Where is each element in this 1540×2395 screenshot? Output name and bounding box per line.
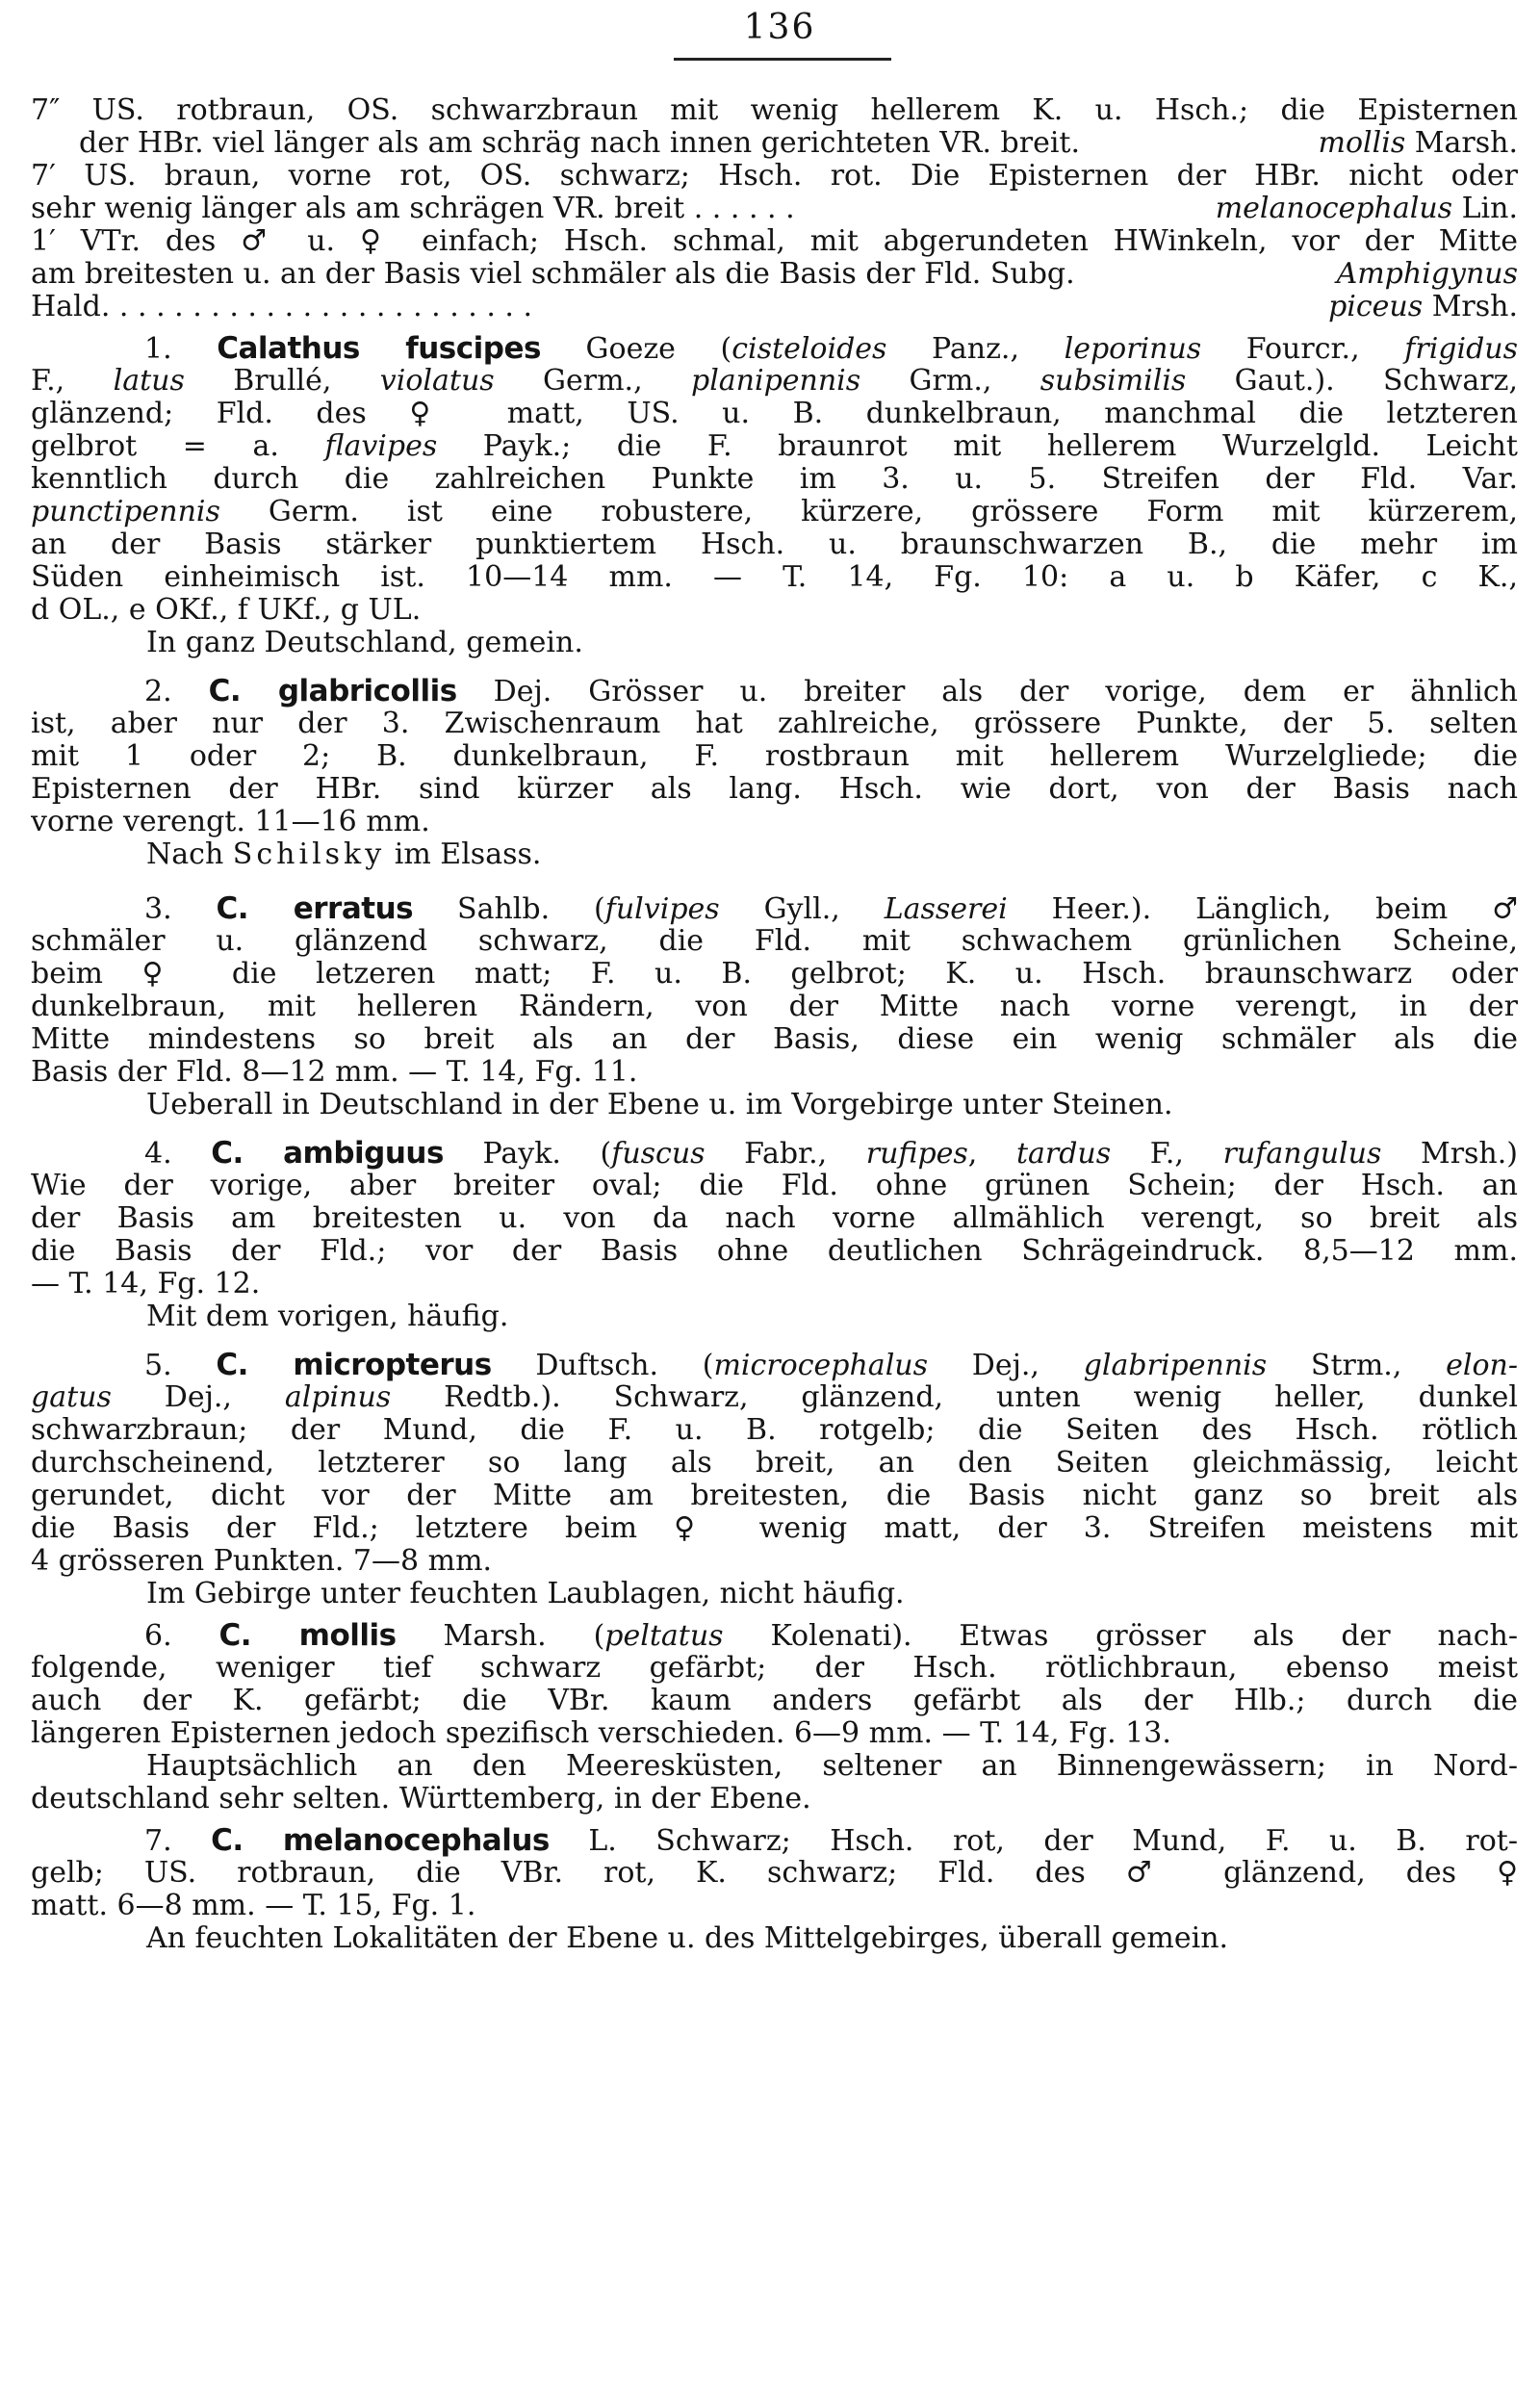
description-line: an der Basis stärker punktiertem Hsch. u. braunschwarzen B., die mehr im — [31, 528, 1518, 561]
species-heading-line — [31, 1349, 1518, 1381]
key-text: VTr. des ♂ u. ♀ einfach; Hsch. schmal, mit abgerundeten HWinkeln, vor der Mitte — [80, 225, 1518, 258]
author-ref: Mrsh. — [1431, 291, 1518, 323]
key-line — [31, 160, 1518, 193]
species-name: C. mollis — [218, 1619, 397, 1652]
key-line — [31, 193, 1518, 225]
species-number: 1. — [144, 332, 218, 365]
description-line: matt. 6—8 mm. — T. 15, Fg. 1. — [31, 1890, 476, 1922]
description-line: Mitte mindestens so breit als an der Basis, diese ein wenig schmäler als die — [31, 1023, 1518, 1056]
species-ref: mollis — [1318, 127, 1406, 160]
species-entry — [31, 1137, 1518, 1333]
description-line: glänzend; Fld. des ♀ matt, US. u. B. dunkelbraun, manchmal die letzteren — [31, 398, 1518, 430]
author-ref: Lin. — [1461, 193, 1518, 225]
species-list — [31, 323, 1518, 1955]
distribution-line: An feuchten Lokalitäten der Ebene u. des Mittelgebirges, überall gemein. — [146, 1922, 1229, 1955]
description-line: folgende, weniger tief schwarz gefärbt; der Hsch. rötlichbraun, ebenso meist — [31, 1652, 1518, 1685]
author-ref: Marsh. — [1414, 127, 1518, 160]
distribution-line: Im Gebirge unter feuchten Laublagen, nicht häufig. — [146, 1578, 905, 1610]
species-heading-line — [31, 1619, 1518, 1652]
subgenus-ref: Amphigynus — [1336, 258, 1518, 291]
description-line: schwarzbraun; der Mund, die F. u. B. rotgelb; die Seiten des Hsch. rötlich — [31, 1414, 1518, 1447]
species-entry — [31, 892, 1518, 1121]
description-line: Wie der vorige, aber breiter oval; die Fld. ohne grünen Schein; der Hsch. an — [31, 1170, 1518, 1202]
species-number: 5. — [144, 1349, 217, 1381]
key-number: 7′ — [31, 160, 56, 193]
species-name: C. ambiguus — [211, 1137, 444, 1170]
key-text: sehr wenig länger als am schrägen VR. breit . . . . . . — [31, 193, 795, 225]
key-text: Hald. . . . . . . . . . . . . . . . . . . . . . . . — [31, 291, 533, 323]
species-description: Duftsch. (microcephalus Dej., glabripennis Strm., elon- — [491, 1349, 1518, 1381]
species-name: C. melanocephalus — [211, 1824, 550, 1857]
description-line: dunkelbraun, mit helleren Rändern, von der Mitte nach vorne verengt, in der — [31, 991, 1518, 1023]
key-text: US. rotbraun, OS. schwarzbraun mit wenig hellerem K. u. Hsch.; die Episternen — [91, 94, 1518, 127]
description-line: vorne verengt. 11—16 mm. — [31, 806, 430, 838]
species-entry — [31, 1349, 1518, 1610]
species-number: 2. — [144, 675, 209, 708]
key-result — [1216, 193, 1518, 225]
species-heading-line — [31, 1137, 1518, 1170]
species-name: C. micropterus — [216, 1349, 492, 1381]
species-description: Marsh. (peltatus Kolenati). Etwas grösser als der nach- — [396, 1619, 1518, 1652]
key-text: der HBr. viel länger als am schräg nach innen gerichteten VR. breit. — [79, 127, 1081, 160]
description-line: längeren Episternen jedoch spezifisch verschieden. 6—9 mm. — T. 14, Fg. 13. — [31, 1717, 1171, 1750]
description-line: 4 grösseren Punkten. 7—8 mm. — [31, 1545, 493, 1578]
species-ref: melanocephalus — [1215, 193, 1453, 225]
key-text: am breitesten u. an der Basis viel schmäler als die Basis der Fld. Subg. — [31, 258, 1075, 291]
description-line: mit 1 oder 2; B. dunkelbraun, F. rostbraun mit hellerem Wurzelgliede; die — [31, 740, 1518, 773]
species-entry — [31, 1619, 1518, 1816]
description-line: Süden einheimisch ist. 10—14 mm. — T. 14, Fg. 10: a u. b Käfer, c K., — [31, 561, 1518, 594]
description-line: — T. 14, Fg. 12. — [31, 1268, 261, 1301]
description-line: d OL., e OKf., f UKf., g UL. — [31, 594, 422, 627]
species-name: C. erratus — [216, 892, 414, 925]
species-heading-line — [31, 675, 1518, 708]
species-description: Sahlb. (fulvipes Gyll., Lasserei Heer.). Länglich, beim ♂ — [413, 892, 1518, 925]
description-line: auch der K. gefärbt; die VBr. kaum anders gefärbt als der Hlb.; durch die — [31, 1685, 1518, 1717]
species-ref: piceus — [1328, 291, 1424, 323]
key-line — [31, 94, 1518, 127]
key-line — [31, 127, 1518, 160]
page-body — [31, 94, 1518, 1955]
page-number: 136 — [743, 8, 816, 47]
description-line: gerundet, dicht vor der Mitte am breitesten, die Basis nicht ganz so breit als — [31, 1480, 1518, 1512]
species-heading-line — [31, 892, 1518, 925]
key-line — [31, 291, 1518, 323]
species-number: 7. — [144, 1824, 212, 1857]
species-description: L. Schwarz; Hsch. rot, der Mund, F. u. B. rot- — [549, 1824, 1518, 1857]
species-heading-line — [31, 332, 1518, 365]
description-line: beim ♀ die letzeren matt; F. u. B. gelbrot; K. u. Hsch. braunschwarz oder — [31, 958, 1518, 991]
species-name: Calathus fuscipes — [217, 332, 541, 365]
key-line — [31, 258, 1518, 291]
species-entry — [31, 1824, 1518, 1955]
description-line: F., latus Brullé, violatus Germ., planipennis Grm., subsimilis Gaut.). Schwarz, — [31, 365, 1518, 398]
species-description: Goeze (cisteloides Panz., leporinus Fourcr., frigidus — [540, 332, 1518, 365]
key-text: US. braun, vorne rot, OS. schwarz; Hsch. rot. Die Episternen der HBr. nicht oder — [84, 160, 1518, 193]
distribution-line: deutschland sehr selten. Württemberg, in der Ebene. — [31, 1783, 811, 1816]
key-result — [1337, 258, 1518, 291]
description-line: kenntlich durch die zahlreichen Punkte im 3. u. 5. Streifen der Fld. Var. — [31, 463, 1518, 496]
description-line: durchscheinend, letzterer so lang als breit, an den Seiten gleichmässig, leicht — [31, 1447, 1518, 1480]
key-result — [1319, 127, 1518, 160]
description-line: schmäler u. glänzend schwarz, die Fld. mit schwachem grünlichen Scheine, — [31, 925, 1518, 958]
distribution-line: Ueberall in Deutschland in der Ebene u. im Vorgebirge unter Steinen. — [146, 1089, 1173, 1121]
key-line — [31, 225, 1518, 258]
description-line: gelbrot = a. flavipes Payk.; die F. braunrot mit hellerem Wurzelgld. Leicht — [31, 430, 1518, 463]
description-line: punctipennis Germ. ist eine robustere, kürzere, grössere Form mit kürzerem, — [31, 496, 1518, 528]
key-result — [1328, 291, 1518, 323]
description-line: ist, aber nur der 3. Zwischenraum hat zahlreiche, grössere Punkte, der 5. selten — [31, 708, 1518, 740]
species-number: 6. — [144, 1619, 219, 1652]
description-line: Basis der Fld. 8—12 mm. — T. 14, Fg. 11. — [31, 1056, 638, 1089]
distribution-line: Nach Schilsky im Elsass. — [146, 838, 542, 871]
description-line: Episternen der HBr. sind kürzer als lang. Hsch. wie dort, von der Basis nach — [31, 773, 1518, 806]
species-entry — [31, 332, 1518, 659]
species-description: Payk. (fuscus Fabr., rufipes, tardus F., rufangulus Mrsh.) — [443, 1137, 1518, 1170]
header-rule — [674, 58, 891, 61]
description-line: gelb; US. rotbraun, die VBr. rot, K. schwarz; Fld. des ♂ glänzend, des ♀ — [31, 1857, 1518, 1890]
distribution-line: In ganz Deutschland, gemein. — [146, 627, 583, 659]
distribution-line: Hauptsächlich an den Meeresküsten, seltener an Binnengewässern; in Nord- — [146, 1750, 1518, 1783]
description-line: der Basis am breitesten u. von da nach vorne allmählich verengt, so breit als — [31, 1202, 1518, 1235]
description-line: die Basis der Fld.; letztere beim ♀ wenig matt, der 3. Streifen meistens mit — [31, 1512, 1518, 1545]
key-number: 1′ — [31, 225, 56, 258]
description-line: gatus Dej., alpinus Redtb.). Schwarz, glänzend, unten wenig heller, dunkel — [31, 1381, 1518, 1414]
key-number: 7″ — [31, 94, 61, 127]
species-entry — [31, 675, 1518, 871]
species-name: C. glabricollis — [208, 675, 457, 708]
species-heading-line — [31, 1824, 1518, 1857]
species-number: 4. — [144, 1137, 212, 1170]
species-number: 3. — [144, 892, 217, 925]
species-description: Dej. Grösser u. breiter als der vorige, dem er ähnlich — [456, 675, 1518, 708]
distribution-line: Mit dem vorigen, häufig. — [146, 1301, 509, 1333]
description-line: die Basis der Fld.; vor der Basis ohne deutlichen Schrägeindruck. 8,5—12 mm. — [31, 1235, 1518, 1268]
